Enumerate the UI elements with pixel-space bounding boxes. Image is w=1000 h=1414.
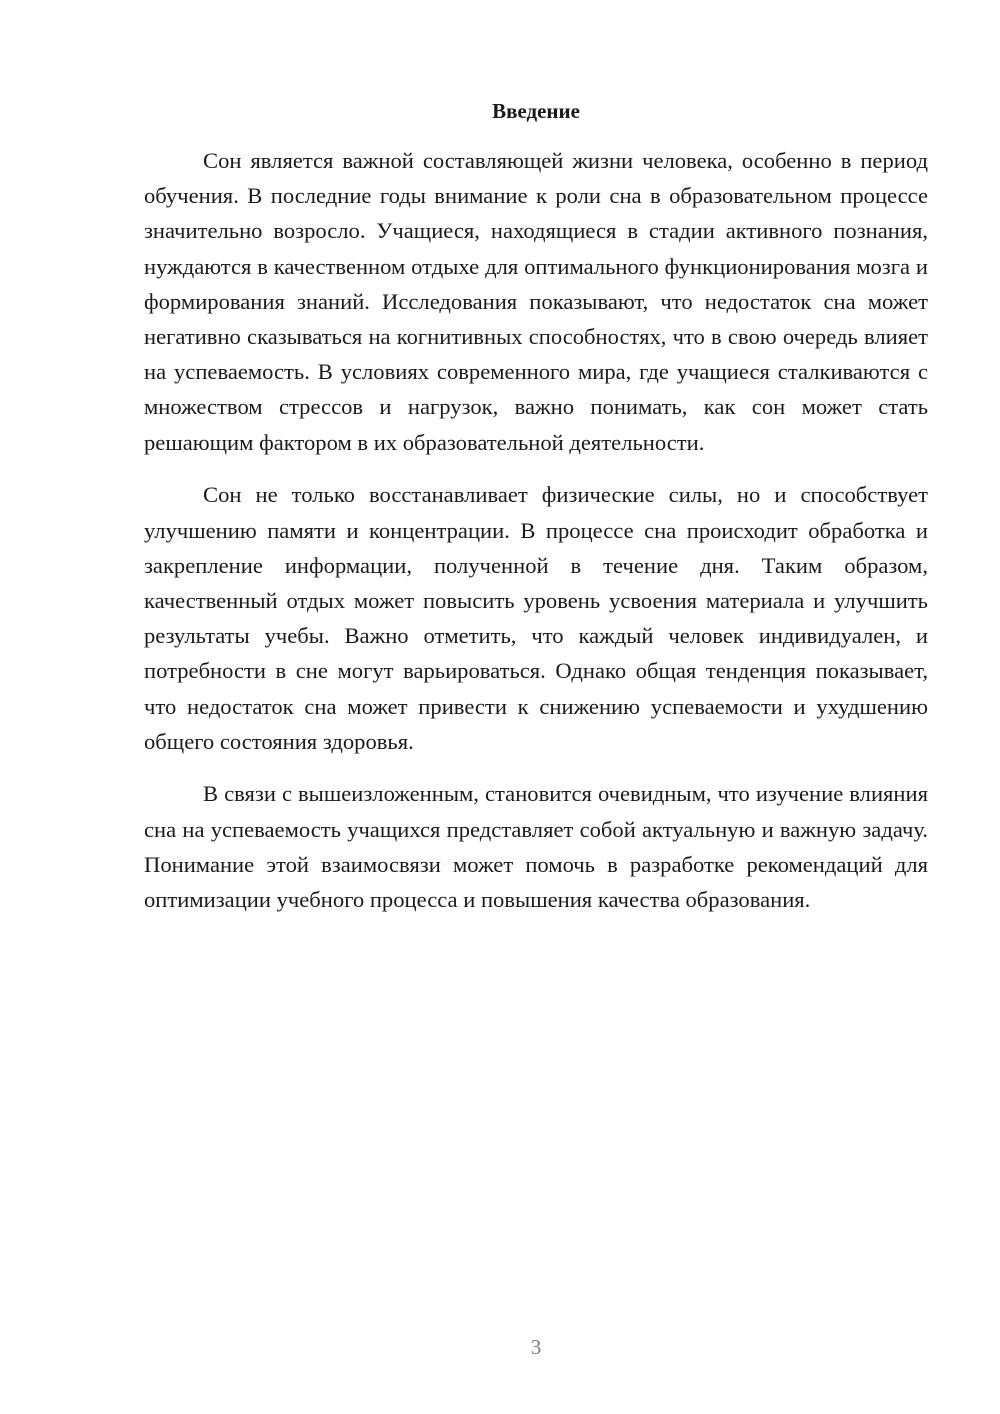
section-title: Введение (492, 99, 580, 123)
page-number: 3 (530, 1335, 542, 1359)
paragraph: Сон не только восстанавливает физические силы, но и способствует улучшению памяти и концентрации. В процессе сна происходит обработка и закрепление информации, полученной в течение дня. Таким образом, качественный отдых может повысить уровень усвоения материала и улучшить результаты учебы. Важно отметить, что каждый человек индивидуален, и потребности в сне могут варьироваться. Однако общая тенденция показывает, что недостаток сна может привести к снижению успеваемости и ухудшению общего состояния здоровья. (144, 482, 928, 754)
body-text (144, 143, 928, 935)
paragraph: В связи с вышеизложенным, становится очевидным, что изучение влияния сна на успеваемость учащихся представляет собой актуальную и важную задачу. Понимание этой взаимосвязи может помочь в разработке рекомендаций для оптимизации учебного процесса и повышения качества образования. (144, 781, 928, 913)
paragraph: Сон является важной составляющей жизни человека, особенно в период обучения. В последние годы внимание к роли сна в образовательном процессе значительно возросло. Учащиеся, находящиеся в стадии активного познания, нуждаются в качественном отдыхе для оптимального функционирования мозга и формирования знаний. Исследования показывают, что недостаток сна может негативно сказываться на когнитивных способностях, что в свою очередь влияет на успеваемость. В условиях современного мира, где учащиеся сталкиваются с множеством стрессов и нагрузок, важно понимать, как сон может стать решающим фактором в их образовательной деятельности. (144, 148, 928, 455)
